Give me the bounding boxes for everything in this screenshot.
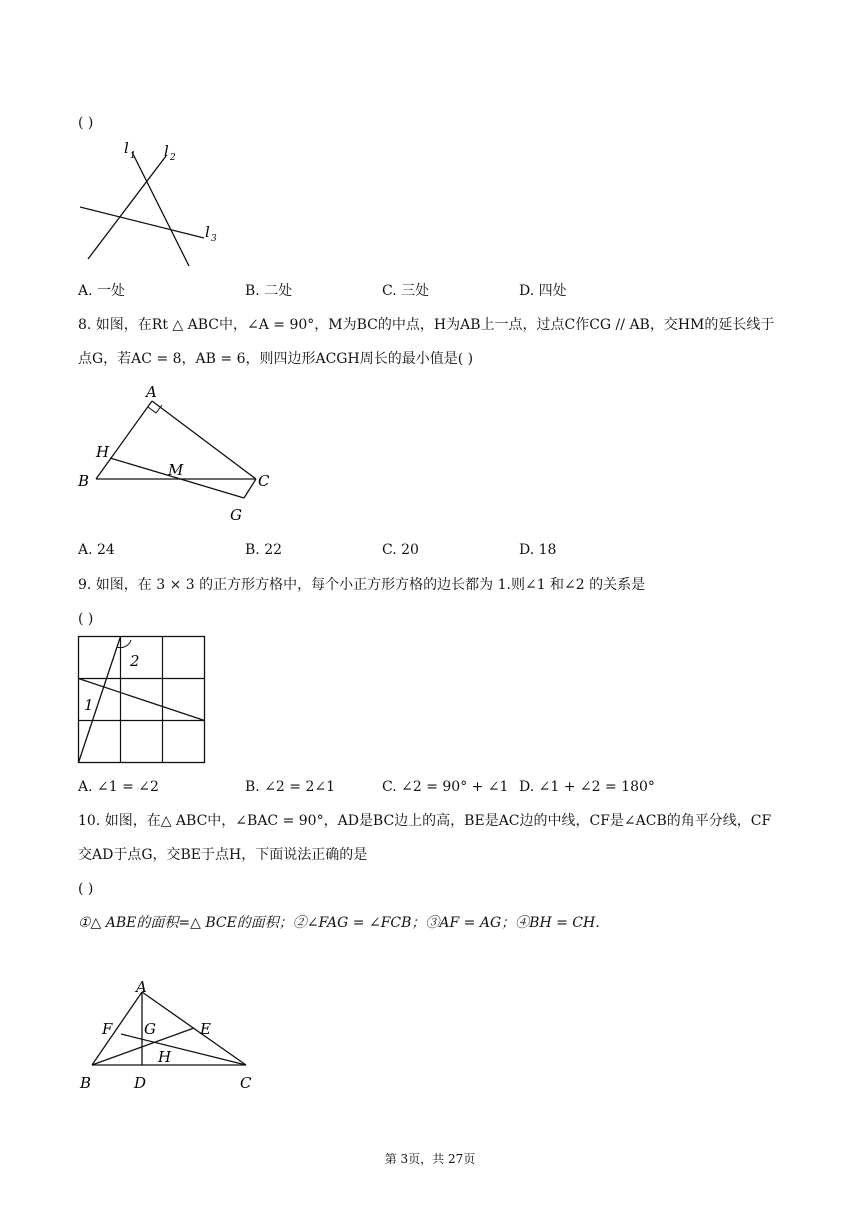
q8-option-d[interactable]: D. 18	[519, 542, 557, 558]
q10-label-c: C	[240, 1074, 252, 1092]
q7-label-l3-sub: 3	[211, 234, 217, 244]
q7-label-l1: l	[124, 139, 129, 157]
q9-option-a[interactable]: A. ∠1 = ∠2	[78, 779, 159, 795]
q8-label-b: B	[78, 472, 90, 490]
q7-label-l1-sub: 1	[130, 151, 136, 161]
q8-stem-line1: 8. 如图，在Rt △ ABC中，∠A = 90°，M为BC的中点，H为AB上一点，过点C作CG // AB，交HM的延长线于	[78, 317, 775, 333]
q10-label-f: F	[102, 1020, 113, 1038]
q10-label-a: A	[136, 978, 147, 996]
q8-figure	[70, 380, 290, 530]
q10-figure	[76, 972, 266, 1097]
q8-label-c: C	[258, 472, 270, 490]
q10-answer-paren: ( )	[78, 881, 94, 897]
q9-option-c[interactable]: C. ∠2 = 90° + ∠1	[382, 779, 509, 795]
q9-label-2: 2	[130, 652, 140, 670]
q7-label-l2: l	[164, 142, 169, 160]
q8-label-h: H	[96, 443, 110, 461]
q8-label-g: G	[230, 506, 242, 524]
q7-answer-paren: ( )	[78, 115, 94, 131]
page-footer: 第 3页，共 27页	[384, 1152, 476, 1166]
q7-option-d[interactable]: D. 四处	[519, 283, 567, 299]
q9-answer-paren: ( )	[78, 611, 94, 627]
q9-option-b[interactable]: B. ∠2 = 2∠1	[245, 779, 336, 795]
q10-label-g: G	[144, 1020, 156, 1038]
q7-label-l2-sub: 2	[170, 153, 176, 163]
q7-option-c[interactable]: C. 三处	[382, 283, 430, 299]
q9-stem-line1: 9. 如图，在 3 × 3 的正方形方格中，每个小正方形方格的边长都为 1.则∠1 和∠2 的关系是	[78, 577, 646, 593]
q7-label-l3: l	[205, 223, 210, 241]
q10-label-d: D	[134, 1074, 147, 1092]
q10-label-h: H	[158, 1048, 172, 1066]
q8-label-a: A	[146, 383, 157, 401]
q9-option-d[interactable]: D. ∠1 + ∠2 = 180°	[519, 779, 655, 795]
q10-statements: ①△ ABE的面积=△ BCE的面积；②∠FAG = ∠FCB；③AF = AG；④BH = CH.	[78, 915, 600, 931]
q10-label-e: E	[200, 1020, 211, 1038]
q10-stem-line1: 10. 如图，在△ ABC中，∠BAC = 90°，AD是BC边上的高，BE是AC边的中线，CF是∠ACB的角平分线，CF	[78, 813, 772, 829]
q8-option-b[interactable]: B. 22	[245, 542, 283, 558]
q10-stem-line2: 交AD于点G，交BE于点H，下面说法正确的是	[78, 847, 368, 863]
q7-option-b[interactable]: B. 二处	[245, 283, 293, 299]
q9-figure	[78, 636, 206, 764]
q8-stem-line2: 点G，若AC = 8，AB = 6，则四边形ACGH周长的最小值是( )	[78, 351, 474, 367]
q9-label-1: 1	[84, 696, 94, 714]
q7-option-a[interactable]: A. 一处	[78, 283, 126, 299]
q8-option-a[interactable]: A. 24	[78, 542, 115, 558]
q8-option-c[interactable]: C. 20	[382, 542, 419, 558]
q7-figure	[70, 135, 230, 275]
q8-label-m: M	[168, 461, 184, 479]
q10-label-b: B	[80, 1074, 92, 1092]
